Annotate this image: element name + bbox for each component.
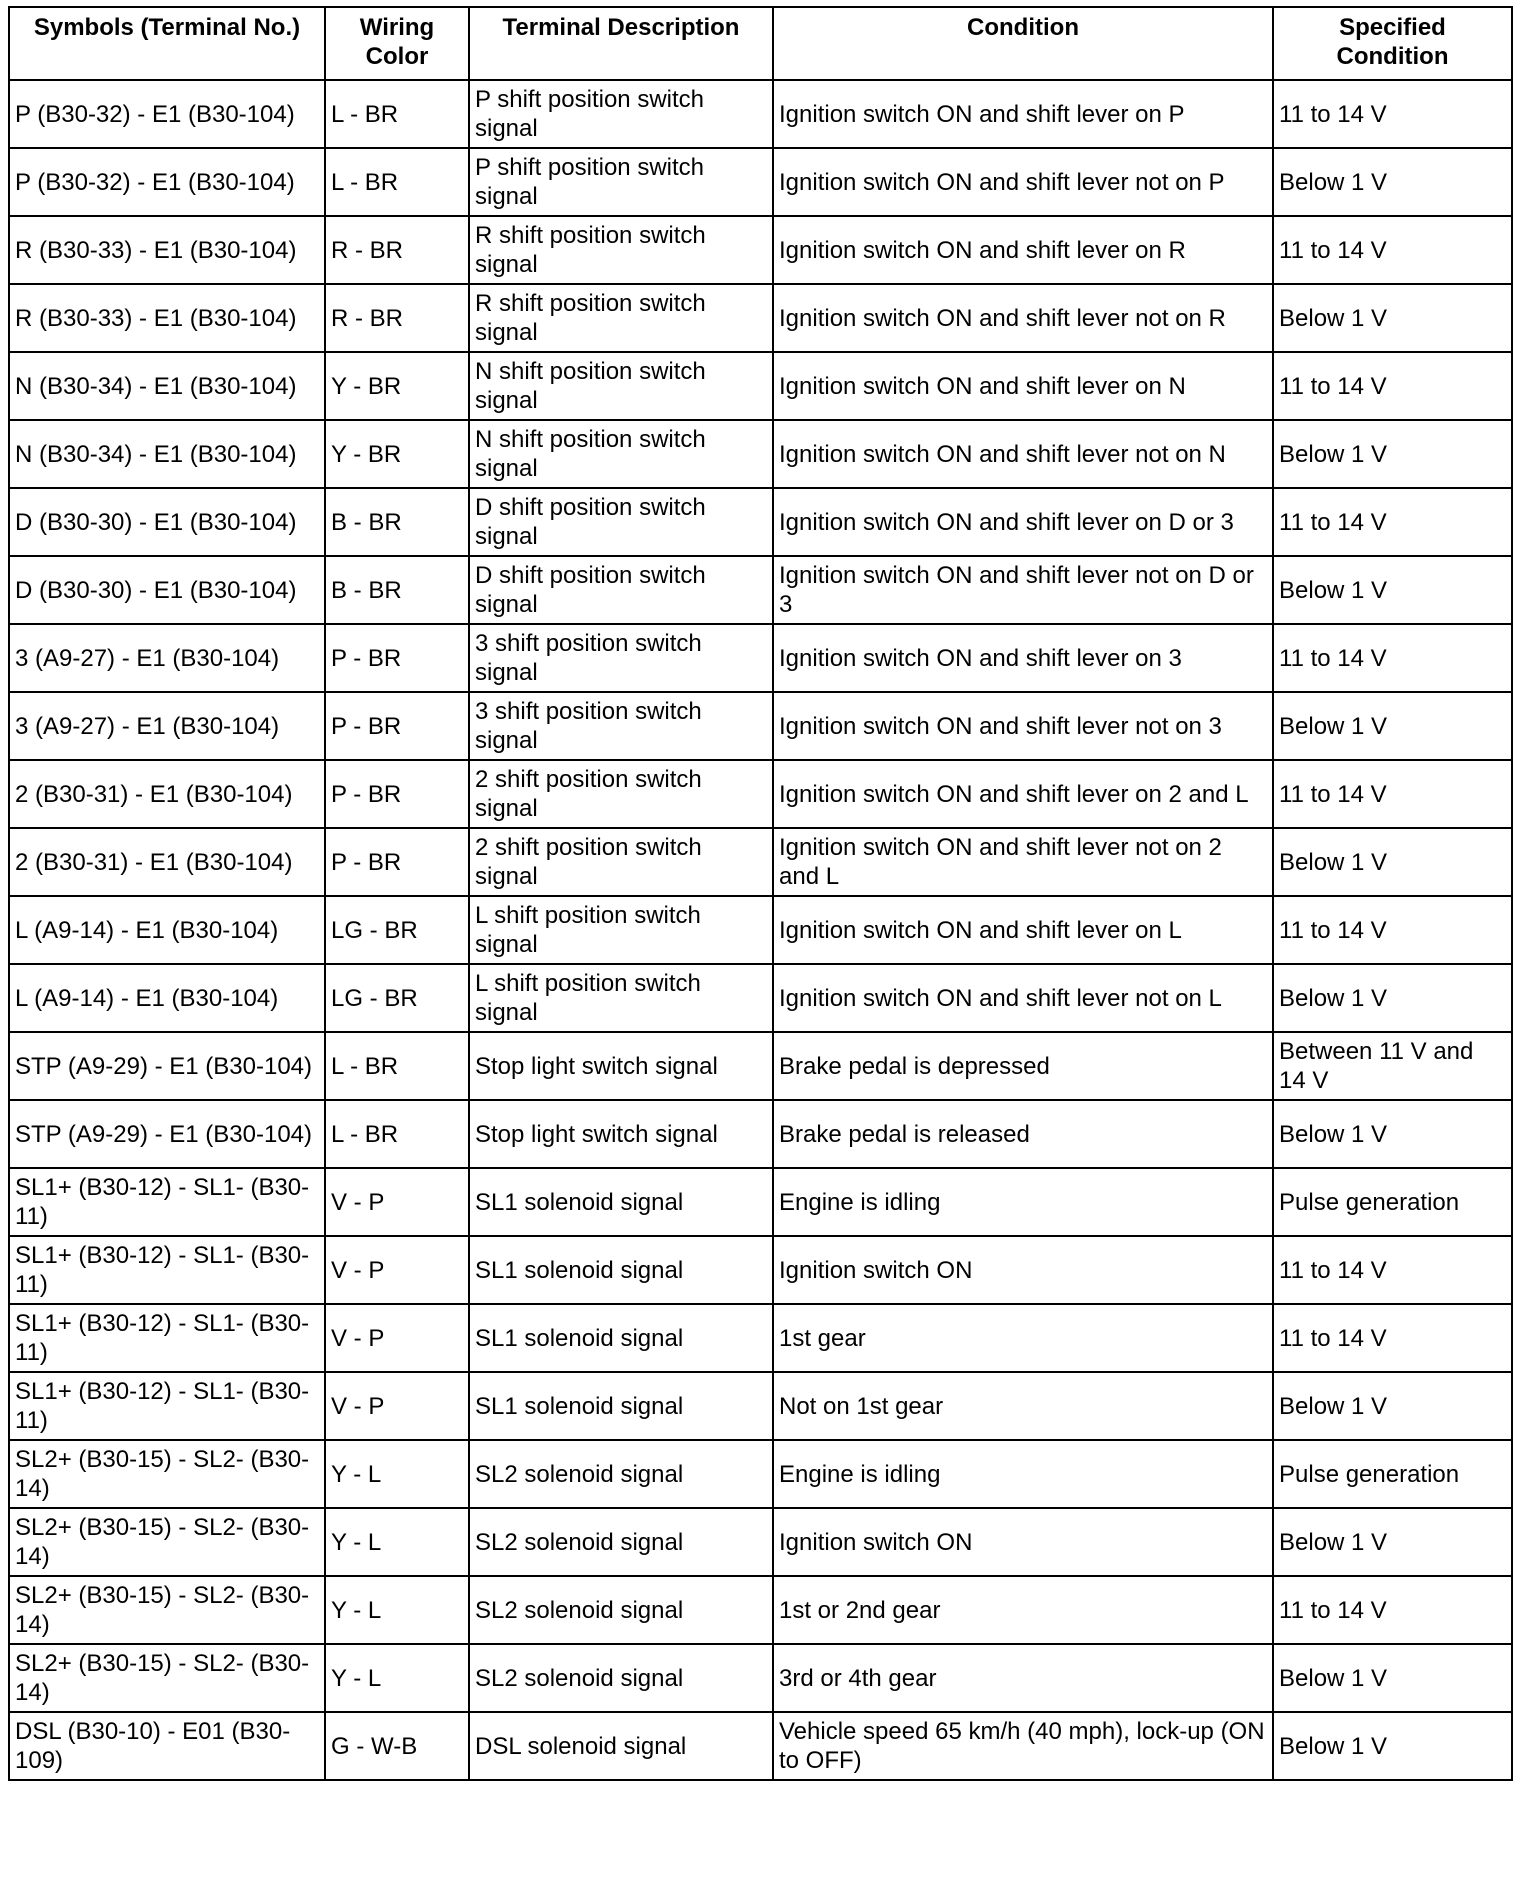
table-row [9, 556, 1512, 624]
cell-specified-condition: Below 1 V [1273, 556, 1512, 624]
cell-symbols: L (A9-14) - E1 (B30-104) [9, 896, 325, 964]
cell-terminal-description: L shift position switch signal [469, 964, 773, 1032]
cell-symbols: SL2+ (B30-15) - SL2- (B30-14) [9, 1508, 325, 1576]
table-row [9, 1236, 1512, 1304]
cell-condition: 3rd or 4th gear [773, 1644, 1273, 1712]
cell-condition: Ignition switch ON and shift lever not on P [773, 148, 1273, 216]
cell-terminal-description: SL1 solenoid signal [469, 1168, 773, 1236]
cell-condition: Brake pedal is released [773, 1100, 1273, 1168]
cell-symbols: N (B30-34) - E1 (B30-104) [9, 352, 325, 420]
table-row [9, 1644, 1512, 1712]
cell-wiring-color: B - BR [325, 488, 469, 556]
cell-terminal-description: L shift position switch signal [469, 896, 773, 964]
table-row [9, 1712, 1512, 1780]
cell-wiring-color: Y - BR [325, 420, 469, 488]
table-row [9, 896, 1512, 964]
cell-condition: Ignition switch ON and shift lever on L [773, 896, 1273, 964]
cell-wiring-color: LG - BR [325, 896, 469, 964]
table-row [9, 148, 1512, 216]
cell-wiring-color: Y - L [325, 1576, 469, 1644]
table-row [9, 1440, 1512, 1508]
cell-specified-condition: 11 to 14 V [1273, 80, 1512, 148]
terminal-spec-table [8, 6, 1513, 1781]
cell-wiring-color: B - BR [325, 556, 469, 624]
cell-symbols: D (B30-30) - E1 (B30-104) [9, 556, 325, 624]
table-row [9, 964, 1512, 1032]
table-row [9, 760, 1512, 828]
cell-specified-condition: Pulse generation [1273, 1168, 1512, 1236]
cell-symbols: D (B30-30) - E1 (B30-104) [9, 488, 325, 556]
cell-condition: Vehicle speed 65 km/h (40 mph), lock-up (ON to OFF) [773, 1712, 1273, 1780]
cell-symbols: STP (A9-29) - E1 (B30-104) [9, 1032, 325, 1100]
header-specified-condition: Specified Condition [1273, 7, 1512, 80]
cell-specified-condition: 11 to 14 V [1273, 352, 1512, 420]
cell-terminal-description: DSL solenoid signal [469, 1712, 773, 1780]
cell-terminal-description: SL2 solenoid signal [469, 1576, 773, 1644]
cell-specified-condition: Below 1 V [1273, 1100, 1512, 1168]
cell-condition: Ignition switch ON and shift lever on N [773, 352, 1273, 420]
cell-symbols: P (B30-32) - E1 (B30-104) [9, 148, 325, 216]
cell-terminal-description: D shift position switch signal [469, 556, 773, 624]
table-row [9, 1304, 1512, 1372]
cell-condition: Engine is idling [773, 1440, 1273, 1508]
cell-terminal-description: Stop light switch signal [469, 1032, 773, 1100]
cell-terminal-description: SL2 solenoid signal [469, 1440, 773, 1508]
cell-symbols: 2 (B30-31) - E1 (B30-104) [9, 828, 325, 896]
cell-wiring-color: P - BR [325, 692, 469, 760]
cell-symbols: 3 (A9-27) - E1 (B30-104) [9, 692, 325, 760]
cell-condition: Ignition switch ON and shift lever on 2 and L [773, 760, 1273, 828]
cell-wiring-color: R - BR [325, 216, 469, 284]
cell-terminal-description: SL1 solenoid signal [469, 1304, 773, 1372]
cell-wiring-color: Y - L [325, 1508, 469, 1576]
cell-wiring-color: L - BR [325, 148, 469, 216]
cell-condition: 1st gear [773, 1304, 1273, 1372]
cell-specified-condition: Below 1 V [1273, 692, 1512, 760]
table-row [9, 1508, 1512, 1576]
cell-condition: Ignition switch ON and shift lever not on L [773, 964, 1273, 1032]
cell-wiring-color: L - BR [325, 80, 469, 148]
cell-condition: Ignition switch ON and shift lever not on N [773, 420, 1273, 488]
cell-specified-condition: 11 to 14 V [1273, 488, 1512, 556]
cell-symbols: 2 (B30-31) - E1 (B30-104) [9, 760, 325, 828]
table-row [9, 488, 1512, 556]
cell-wiring-color: Y - L [325, 1440, 469, 1508]
cell-condition: Brake pedal is depressed [773, 1032, 1273, 1100]
cell-terminal-description: P shift position switch signal [469, 80, 773, 148]
cell-condition: Ignition switch ON and shift lever not on 2 and L [773, 828, 1273, 896]
cell-symbols: 3 (A9-27) - E1 (B30-104) [9, 624, 325, 692]
cell-wiring-color: V - P [325, 1304, 469, 1372]
cell-terminal-description: R shift position switch signal [469, 284, 773, 352]
header-condition: Condition [773, 7, 1273, 80]
cell-wiring-color: LG - BR [325, 964, 469, 1032]
cell-condition: Ignition switch ON and shift lever on P [773, 80, 1273, 148]
cell-symbols: L (A9-14) - E1 (B30-104) [9, 964, 325, 1032]
cell-condition: Ignition switch ON and shift lever not on 3 [773, 692, 1273, 760]
cell-condition: Ignition switch ON and shift lever not on R [773, 284, 1273, 352]
cell-specified-condition: Below 1 V [1273, 1644, 1512, 1712]
header-wiring-color: Wiring Color [325, 7, 469, 80]
cell-wiring-color: Y - BR [325, 352, 469, 420]
cell-specified-condition: Below 1 V [1273, 1712, 1512, 1780]
cell-condition: 1st or 2nd gear [773, 1576, 1273, 1644]
table-row [9, 80, 1512, 148]
cell-symbols: R (B30-33) - E1 (B30-104) [9, 216, 325, 284]
cell-terminal-description: 2 shift position switch signal [469, 760, 773, 828]
cell-wiring-color: P - BR [325, 760, 469, 828]
cell-specified-condition: Between 11 V and 14 V [1273, 1032, 1512, 1100]
cell-specified-condition: Below 1 V [1273, 1372, 1512, 1440]
cell-wiring-color: L - BR [325, 1100, 469, 1168]
cell-specified-condition: Below 1 V [1273, 420, 1512, 488]
cell-symbols: SL1+ (B30-12) - SL1- (B30-11) [9, 1168, 325, 1236]
table-row [9, 624, 1512, 692]
table-body [9, 80, 1512, 1780]
table-row [9, 1100, 1512, 1168]
cell-terminal-description: D shift position switch signal [469, 488, 773, 556]
cell-specified-condition: Below 1 V [1273, 1508, 1512, 1576]
cell-terminal-description: R shift position switch signal [469, 216, 773, 284]
cell-specified-condition: 11 to 14 V [1273, 624, 1512, 692]
table-row [9, 1576, 1512, 1644]
cell-specified-condition: Pulse generation [1273, 1440, 1512, 1508]
table-row [9, 1372, 1512, 1440]
cell-specified-condition: 11 to 14 V [1273, 896, 1512, 964]
cell-specified-condition: 11 to 14 V [1273, 1576, 1512, 1644]
cell-symbols: SL1+ (B30-12) - SL1- (B30-11) [9, 1372, 325, 1440]
table-row [9, 284, 1512, 352]
cell-terminal-description: 3 shift position switch signal [469, 624, 773, 692]
cell-wiring-color: V - P [325, 1168, 469, 1236]
cell-condition: Ignition switch ON and shift lever not on D or 3 [773, 556, 1273, 624]
cell-specified-condition: 11 to 14 V [1273, 760, 1512, 828]
cell-specified-condition: Below 1 V [1273, 148, 1512, 216]
cell-symbols: N (B30-34) - E1 (B30-104) [9, 420, 325, 488]
cell-symbols: SL1+ (B30-12) - SL1- (B30-11) [9, 1304, 325, 1372]
cell-specified-condition: Below 1 V [1273, 284, 1512, 352]
cell-wiring-color: L - BR [325, 1032, 469, 1100]
cell-wiring-color: R - BR [325, 284, 469, 352]
header-terminal-description: Terminal Description [469, 7, 773, 80]
cell-symbols: SL2+ (B30-15) - SL2- (B30-14) [9, 1440, 325, 1508]
cell-terminal-description: Stop light switch signal [469, 1100, 773, 1168]
cell-symbols: SL2+ (B30-15) - SL2- (B30-14) [9, 1576, 325, 1644]
cell-condition: Not on 1st gear [773, 1372, 1273, 1440]
header-symbols: Symbols (Terminal No.) [9, 7, 325, 80]
table-row [9, 692, 1512, 760]
cell-condition: Ignition switch ON [773, 1236, 1273, 1304]
cell-terminal-description: SL2 solenoid signal [469, 1508, 773, 1576]
cell-condition: Ignition switch ON and shift lever on 3 [773, 624, 1273, 692]
cell-specified-condition: 11 to 14 V [1273, 1304, 1512, 1372]
cell-terminal-description: 2 shift position switch signal [469, 828, 773, 896]
cell-condition: Engine is idling [773, 1168, 1273, 1236]
cell-symbols: P (B30-32) - E1 (B30-104) [9, 80, 325, 148]
cell-wiring-color: G - W-B [325, 1712, 469, 1780]
cell-terminal-description: SL2 solenoid signal [469, 1644, 773, 1712]
cell-wiring-color: V - P [325, 1236, 469, 1304]
cell-symbols: R (B30-33) - E1 (B30-104) [9, 284, 325, 352]
table-row [9, 352, 1512, 420]
cell-symbols: DSL (B30-10) - E01 (B30-109) [9, 1712, 325, 1780]
cell-terminal-description: SL1 solenoid signal [469, 1236, 773, 1304]
header-row [9, 7, 1512, 80]
table-row [9, 216, 1512, 284]
table-row [9, 1168, 1512, 1236]
cell-terminal-description: 3 shift position switch signal [469, 692, 773, 760]
table-header [9, 7, 1512, 80]
cell-symbols: SL2+ (B30-15) - SL2- (B30-14) [9, 1644, 325, 1712]
table-row [9, 1032, 1512, 1100]
cell-terminal-description: N shift position switch signal [469, 420, 773, 488]
cell-condition: Ignition switch ON and shift lever on D or 3 [773, 488, 1273, 556]
cell-terminal-description: SL1 solenoid signal [469, 1372, 773, 1440]
cell-wiring-color: P - BR [325, 828, 469, 896]
cell-specified-condition: Below 1 V [1273, 828, 1512, 896]
table-row [9, 420, 1512, 488]
cell-condition: Ignition switch ON [773, 1508, 1273, 1576]
cell-specified-condition: Below 1 V [1273, 964, 1512, 1032]
cell-symbols: SL1+ (B30-12) - SL1- (B30-11) [9, 1236, 325, 1304]
cell-wiring-color: P - BR [325, 624, 469, 692]
cell-terminal-description: P shift position switch signal [469, 148, 773, 216]
cell-symbols: STP (A9-29) - E1 (B30-104) [9, 1100, 325, 1168]
cell-wiring-color: V - P [325, 1372, 469, 1440]
table-row [9, 828, 1512, 896]
cell-terminal-description: N shift position switch signal [469, 352, 773, 420]
cell-specified-condition: 11 to 14 V [1273, 1236, 1512, 1304]
cell-specified-condition: 11 to 14 V [1273, 216, 1512, 284]
cell-condition: Ignition switch ON and shift lever on R [773, 216, 1273, 284]
cell-wiring-color: Y - L [325, 1644, 469, 1712]
